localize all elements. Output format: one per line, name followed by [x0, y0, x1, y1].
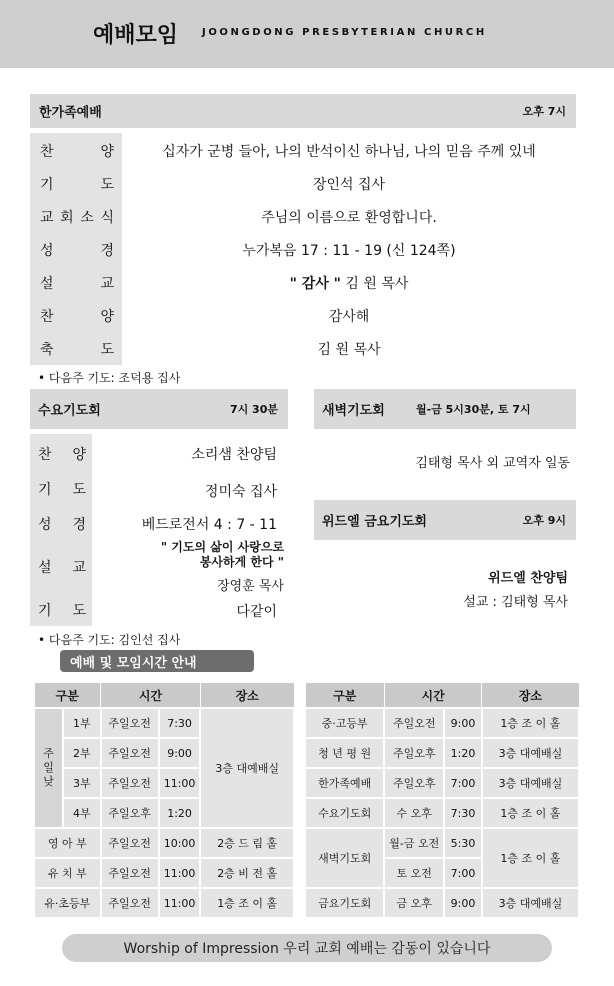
col-header-time: 시간 [384, 683, 481, 709]
family-row-label: 찬 양 [40, 309, 114, 325]
table-row [305, 738, 579, 768]
dawn-leader: 김태형 목사 외 교역자 일동 [415, 456, 570, 471]
family-row-value: 김 원 목사 [317, 342, 381, 358]
row-name: 4부 [63, 798, 100, 828]
row-place: 3층 대예배실 [482, 738, 579, 768]
family-row-label: 교 회 소 식 [40, 210, 114, 226]
family-service-title: 한가족예배 [39, 105, 102, 121]
row-place: 3층 대예배실 [482, 768, 579, 798]
row-clock: 9:00 [159, 738, 201, 768]
header [0, 0, 614, 68]
row-clock: 7:30 [444, 798, 482, 828]
row-name: 2부 [63, 738, 100, 768]
row-place: 1층 조 이 홀 [200, 888, 294, 918]
table-row [34, 888, 294, 918]
wednesday-bar [30, 389, 288, 429]
dawn-bar [314, 389, 576, 429]
schedule-table-right [304, 682, 580, 919]
wednesday-row-value: 정미숙 집사 [204, 484, 277, 500]
family-row-value: 감사해 [328, 309, 370, 325]
row-name: 1부 [63, 708, 100, 738]
wednesday-time: 7시 30분 [229, 403, 278, 416]
footer-banner: Worship of Impression 우리 교회 예배는 감동이 있습니다 [62, 934, 552, 962]
row-time: 금 오후 [384, 888, 444, 918]
row-place: 1층 조 이 홀 [482, 798, 579, 828]
row-time: 주일오전 [101, 888, 159, 918]
row-clock: 9:00 [444, 708, 482, 738]
wednesday-row-label: 기 도 [38, 603, 86, 619]
row-clock: 11:00 [159, 858, 201, 888]
family-row-value: 주님의 이름으로 환영합니다. [261, 210, 437, 226]
wednesday-row-value: 베드로전서 4 : 7 - 11 [141, 517, 277, 533]
family-row-value: 십자가 군병 들아, 나의 반석이신 하나님, 나의 믿음 주께 있네 [162, 144, 536, 160]
row-place: 2층 드 림 홀 [200, 828, 294, 858]
wednesday-row-label: 설 교 [38, 560, 86, 576]
row-time: 주일오전 [101, 858, 159, 888]
wednesday-title: 수요기도회 [38, 403, 101, 419]
wednesday-sermon-line2: 봉사하게 한다 " [199, 555, 284, 569]
table-row [34, 828, 294, 858]
friday-time: 오후 9시 [522, 514, 566, 527]
wednesday-row-label: 성 경 [38, 517, 86, 533]
family-row-label: 기 도 [40, 177, 114, 193]
row-name: 새벽기도회 [305, 828, 384, 888]
row-time: 토 오전 [384, 858, 444, 888]
row-name: 수요기도회 [305, 798, 384, 828]
sunday-place: 3층 대예배실 [200, 708, 294, 828]
row-name: 영 아 부 [34, 828, 101, 858]
row-clock: 7:00 [444, 858, 482, 888]
family-service-bar [30, 94, 576, 128]
row-time: 주일오후 [384, 738, 444, 768]
table-row [34, 708, 294, 738]
wednesday-row-value: 다같이 [236, 604, 277, 620]
row-time: 주일오후 [384, 768, 444, 798]
row-clock: 7:30 [159, 708, 201, 738]
friday-bar [314, 500, 576, 540]
col-header-place: 장소 [200, 683, 294, 709]
row-time: 주일오전 [384, 708, 444, 738]
row-place: 2층 비 전 홀 [200, 858, 294, 888]
row-name: 3부 [63, 768, 100, 798]
family-row-value: 누가복음 17 : 11 - 19 (신 124쪽) [242, 243, 456, 259]
wednesday-sermon-title [92, 540, 284, 570]
row-name: 유·초등부 [34, 888, 101, 918]
row-place: 1층 조 이 홀 [482, 708, 579, 738]
sunday-label: 주일낮 [34, 708, 63, 828]
col-header-place: 장소 [482, 683, 579, 709]
friday-preacher: 설교 : 김태형 목사 [463, 595, 568, 610]
family-row-label: 설 교 [40, 276, 114, 292]
wednesday-row-value: 소리샘 찬양팀 [191, 447, 277, 463]
row-time: 주일오전 [101, 708, 159, 738]
row-clock: 11:00 [159, 888, 201, 918]
table-row [305, 708, 579, 738]
family-sermon-title: " 감사 " [289, 276, 341, 292]
table-row [305, 798, 579, 828]
family-next-prayer: • 다음주 기도: 조덕용 집사 [38, 371, 181, 385]
row-name: 한가족예배 [305, 768, 384, 798]
row-clock: 11:00 [159, 768, 201, 798]
header-title-en: JOONGDONG PRESBYTERIAN CHURCH [202, 27, 487, 38]
row-place: 1층 조 이 홀 [482, 828, 579, 888]
header-title-ko: 예배모임 [93, 23, 179, 48]
row-name: 중·고등부 [305, 708, 384, 738]
row-clock: 9:00 [444, 888, 482, 918]
col-header-time: 시간 [101, 683, 201, 709]
wednesday-next-prayer: • 다음주 기도: 김인선 집사 [38, 633, 181, 647]
wednesday-sermon-preacher: 장영훈 목사 [217, 579, 284, 594]
dawn-title: 새벽기도회 [322, 403, 385, 419]
friday-title: 위드엘 금요기도회 [322, 514, 427, 530]
row-time: 월-금 오전 [384, 828, 444, 858]
row-clock: 1:20 [444, 738, 482, 768]
wednesday-row-label: 기 도 [38, 482, 86, 498]
dawn-time: 월-금 5시30분, 토 7시 [416, 403, 531, 416]
table-row [34, 858, 294, 888]
row-name: 유 치 부 [34, 858, 101, 888]
wednesday-row-label: 찬 양 [38, 447, 86, 463]
row-time: 주일오전 [101, 738, 159, 768]
schedule-table-left [33, 682, 295, 919]
row-time: 주일오전 [101, 828, 159, 858]
schedule-title: 예배 및 모임시간 안내 [60, 650, 254, 672]
row-time: 주일오후 [101, 798, 159, 828]
row-place: 3층 대예배실 [482, 888, 579, 918]
row-clock: 5:30 [444, 828, 482, 858]
friday-team: 위드엘 찬양팀 [488, 571, 568, 586]
row-clock: 1:20 [159, 798, 201, 828]
family-row-label: 찬 양 [40, 144, 114, 160]
table-row [305, 888, 579, 918]
row-name: 청 년 평 원 [305, 738, 384, 768]
row-time: 수 오후 [384, 798, 444, 828]
table-row [305, 768, 579, 798]
row-clock: 7:00 [444, 768, 482, 798]
family-service-time: 오후 7시 [522, 105, 566, 118]
wednesday-sermon-line1: " 기도의 삶이 사랑으로 [160, 540, 284, 554]
family-row-value: 장인석 집사 [312, 177, 386, 193]
family-row-label: 축 도 [40, 342, 114, 358]
family-sermon-preacher: 김 원 목사 [345, 276, 409, 292]
col-header-category: 구분 [305, 683, 384, 709]
row-time: 주일오전 [101, 768, 159, 798]
col-header-category: 구분 [34, 683, 101, 709]
family-row-label: 성 경 [40, 243, 114, 259]
table-row [305, 828, 579, 858]
row-clock: 10:00 [159, 828, 201, 858]
row-name: 금요기도회 [305, 888, 384, 918]
family-sermon [122, 273, 576, 293]
